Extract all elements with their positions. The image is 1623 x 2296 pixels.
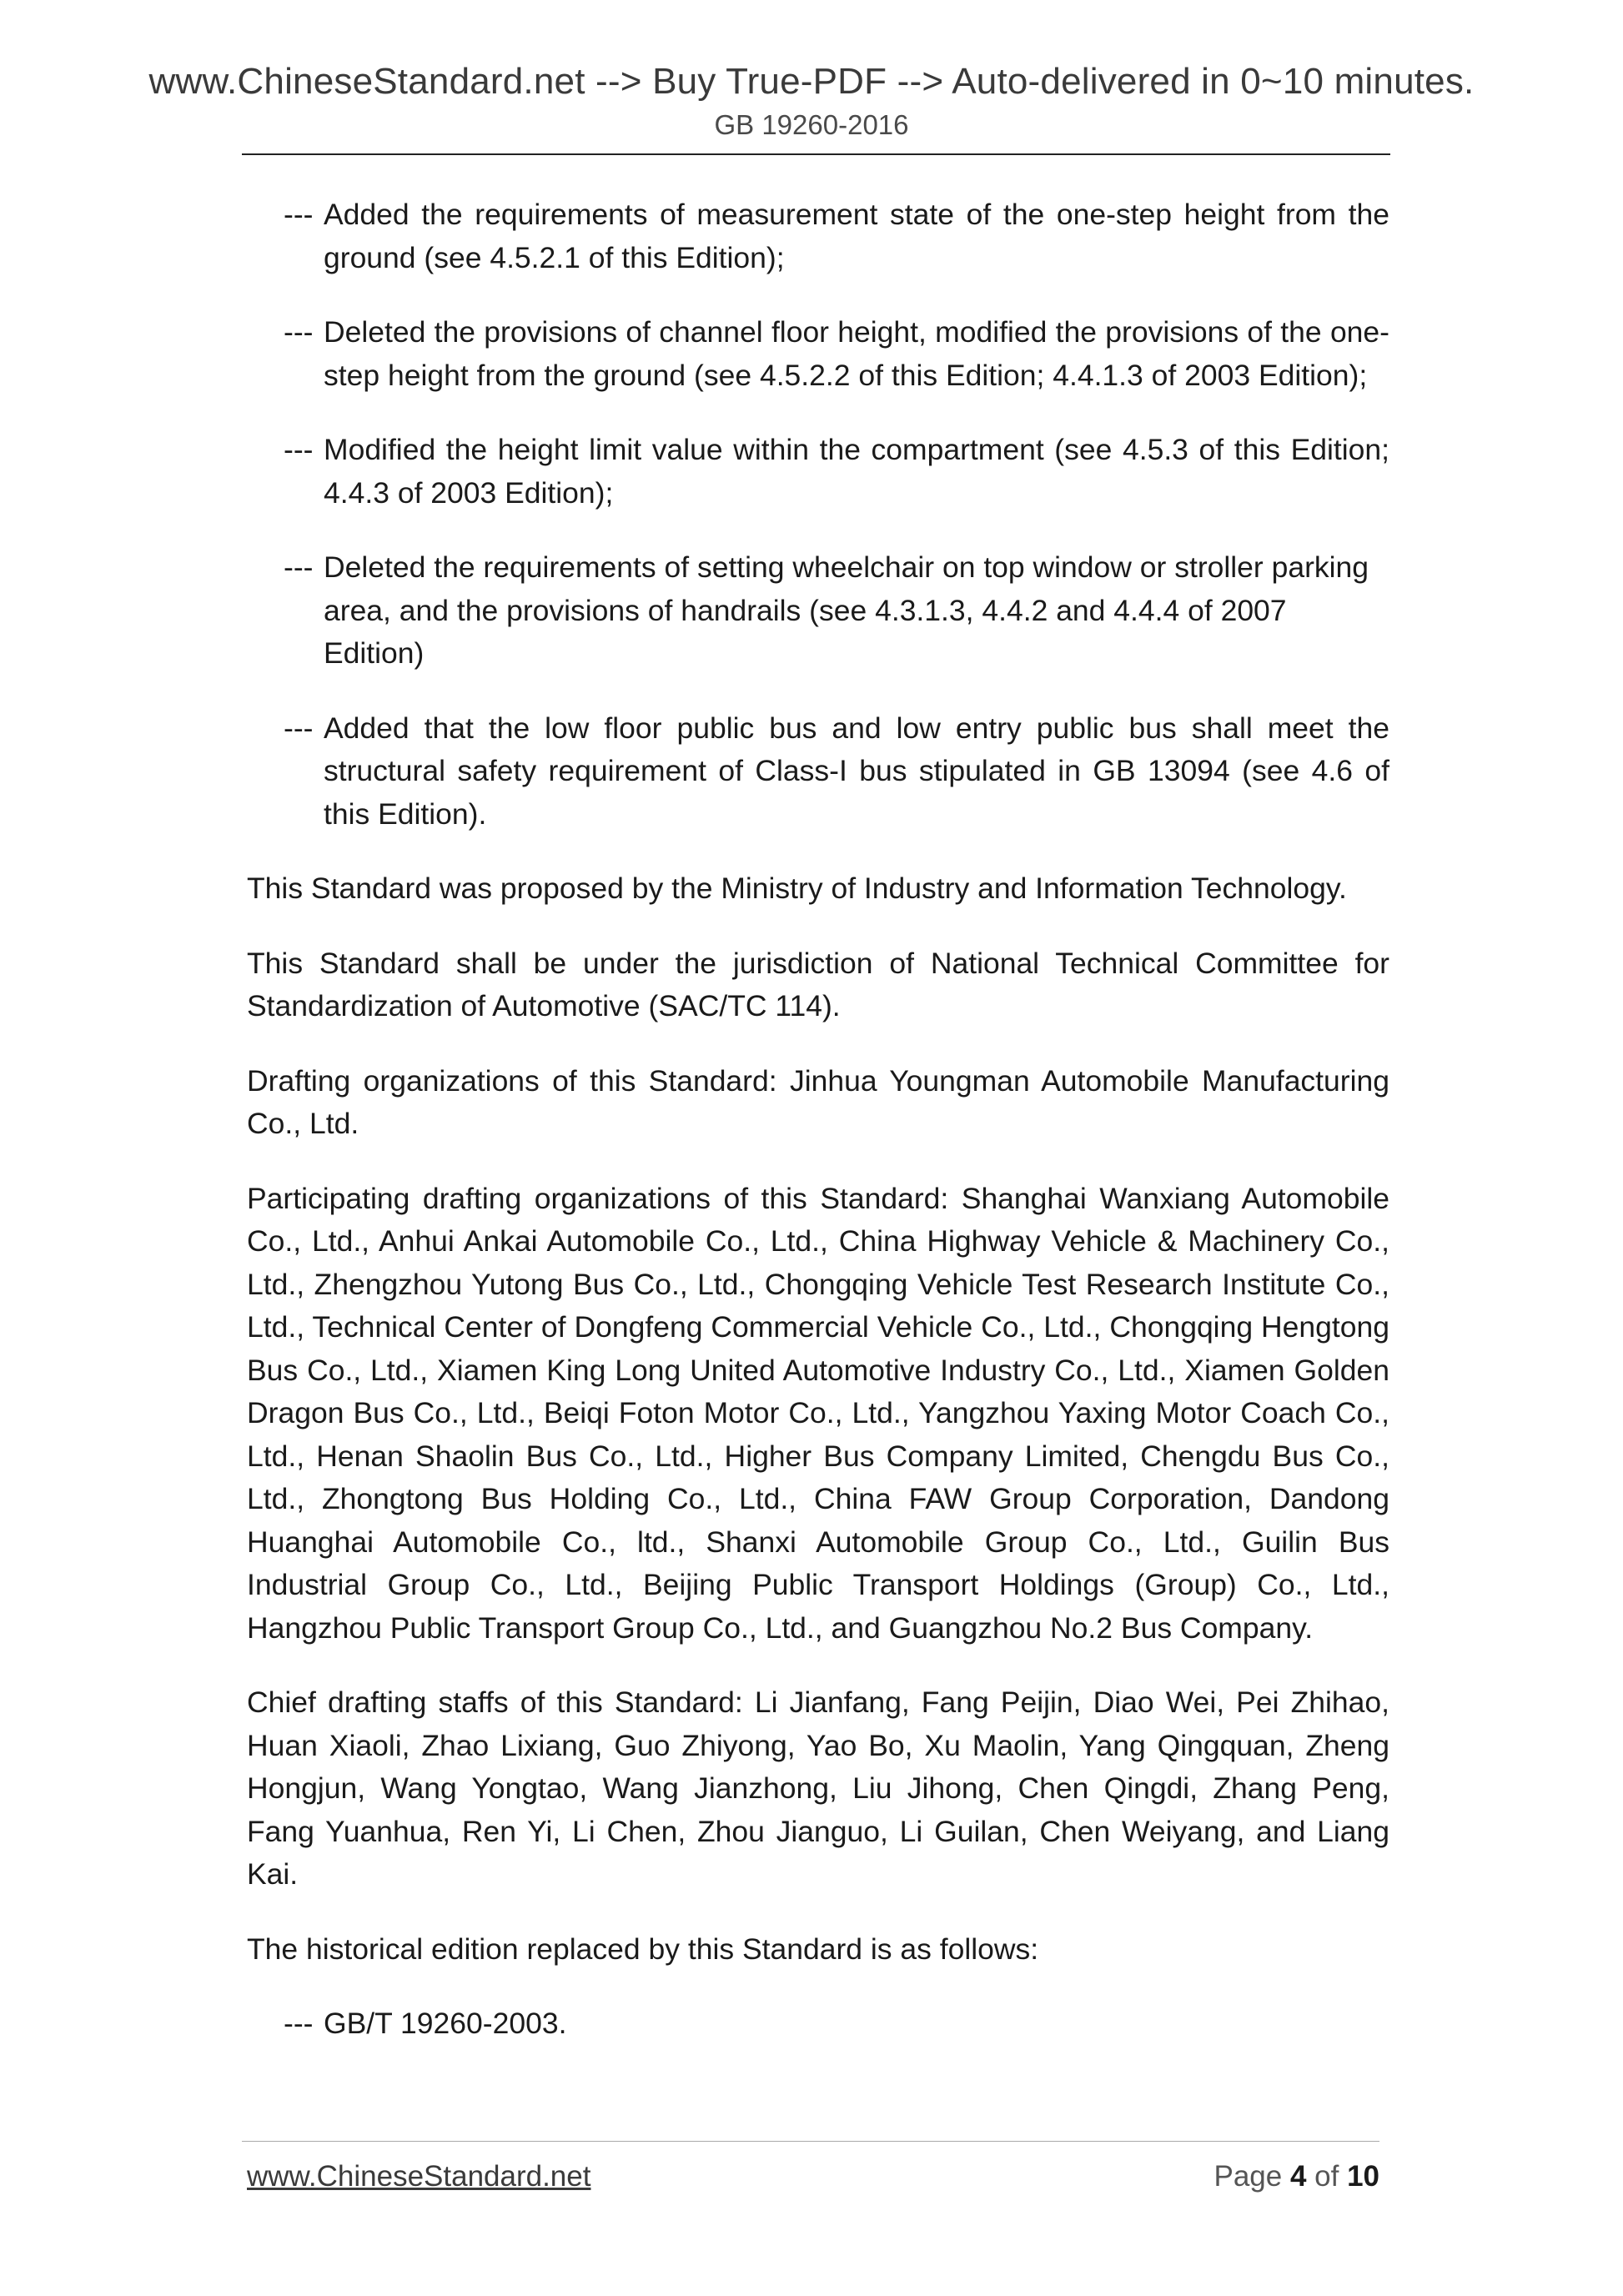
footer-site-link[interactable]: www.ChineseStandard.net (247, 2160, 591, 2193)
change-list-item (284, 429, 1389, 515)
change-item-text: Deleted the requirements of setting wheelchair on top window or stroller parking area, and the provisions of handrails (see 4.3.1.3, 4.4.2 and 4.4.4 of 2007 Edition) (324, 550, 1369, 670)
page-header (0, 60, 1623, 141)
change-list-item (284, 311, 1389, 397)
change-item-text: Modified the height limit value within the compartment (see 4.5.3 of this Edition; 4.4.3 of 2003 Edition); (324, 433, 1389, 510)
bullet-dash: --- (284, 198, 314, 231)
total-pages: 10 (1347, 2160, 1379, 2193)
bullet-dash: --- (284, 433, 314, 466)
page-number (1213, 2160, 1379, 2193)
change-item-text: Added that the low floor public bus and low entry public bus shall meet the structural safety requirement of Class-I bus stipulated in GB 13094 (see 4.6 of this Edition). (324, 711, 1389, 831)
current-page: 4 (1289, 2160, 1307, 2193)
proposal-paragraph: This Standard was proposed by the Ministry of Industry and Information Technology. (247, 872, 1347, 905)
historical-edition-text: GB/T 19260-2003. (324, 2007, 567, 2040)
bullet-dash: --- (284, 711, 314, 745)
bullet-dash: --- (284, 315, 314, 349)
change-item-text: Added the requirements of measurement state of the one-step height from the ground (see 4.5.2.1 of this Edition); (324, 198, 1389, 274)
jurisdiction-paragraph: This Standard shall be under the jurisdiction of National Technical Committee for Standardization of Automotive (SAC/TC 114). (247, 946, 1389, 1022)
bullet-dash: --- (284, 2007, 314, 2040)
participating-organizations-paragraph: Participating drafting organizations of this Standard: Shanghai Wanxiang Automobile Co., Ltd., Anhui Ankai Automobile Co., Ltd., China Highway Vehicle & Machinery Co., Ltd., Zhengzhou Yutong Bus Co., Ltd., Chongqing Vehicle Test Research Institute Co., Ltd., Technical Center of Dongfeng Commercial Vehicle Co., Ltd., Chongqing Hengtong Bus Co., Ltd., Xiamen King Long United Automotive Industry Co., Ltd., Xiamen Golden Dragon Bus Co., Ltd., Beiqi Foton Motor Co., Ltd., Yangzhou Yaxing Motor Coach Co., Ltd., Henan Shaolin Bus Co., Ltd., Higher Bus Company Limited, Chengdu Bus Co., Ltd., Zhongtong Bus Holding Co., Ltd., China FAW Group Corporation, Dandong Huanghai Automobile Co., ltd., Shanxi Automobile Group Co., Ltd., Guilin Bus Industrial Group Co., Ltd., Beijing Public Transport Holdings (Group) Co., Ltd., Hangzhou Public Transport Group Co., Ltd., and Guangzhou No.2 Bus Company. (247, 1181, 1389, 1645)
change-item-text: Deleted the provisions of channel floor height, modified the provisions of the one-step height from the ground (see 4.5.2.2 of this Edition; 4.4.1.3 of 2003 Edition); (324, 315, 1389, 392)
header-standard-number: GB 19260-2016 (714, 108, 909, 140)
historical-edition-paragraph: The historical edition replaced by this Standard is as follows: (247, 1932, 1039, 1966)
header-banner[interactable]: www.ChineseStandard.net --> Buy True-PDF --> Auto-delivered in 0~10 minutes. (148, 61, 1475, 102)
change-list-item (284, 546, 1389, 676)
chief-drafting-staff-paragraph: Chief drafting staffs of this Standard: Li Jianfang, Fang Peijin, Diao Wei, Pei Zhihao, Huan Xiaoli, Zhao Lixiang, Guo Zhiyong, Yao Bo, Xu Maolin, Yang Qingquan, Zheng Hongjun, Wang Yongtao, Wang Jianzhong, Liu Jihong, Chen Qingdi, Zhang Peng, Fang Yuanhua, Ren Yi, Li Chen, Zhou Jianguo, Li Guilan, Chen Weiyang, and Liang Kai. (247, 1686, 1389, 1891)
drafting-organization-paragraph: Drafting organizations of this Standard: Jinhua Youngman Automobile Manufacturing Co., Ltd. (247, 1063, 1389, 1140)
change-list-item (284, 193, 1389, 279)
bullet-dash: --- (284, 550, 314, 584)
document-body (247, 193, 1389, 2046)
header-divider (242, 153, 1390, 155)
historical-edition-item (284, 2002, 1389, 2046)
page-of: of (1306, 2160, 1348, 2193)
footer-divider (242, 2141, 1379, 2142)
page-prefix: Page (1213, 2160, 1290, 2193)
change-list-item (284, 707, 1389, 837)
